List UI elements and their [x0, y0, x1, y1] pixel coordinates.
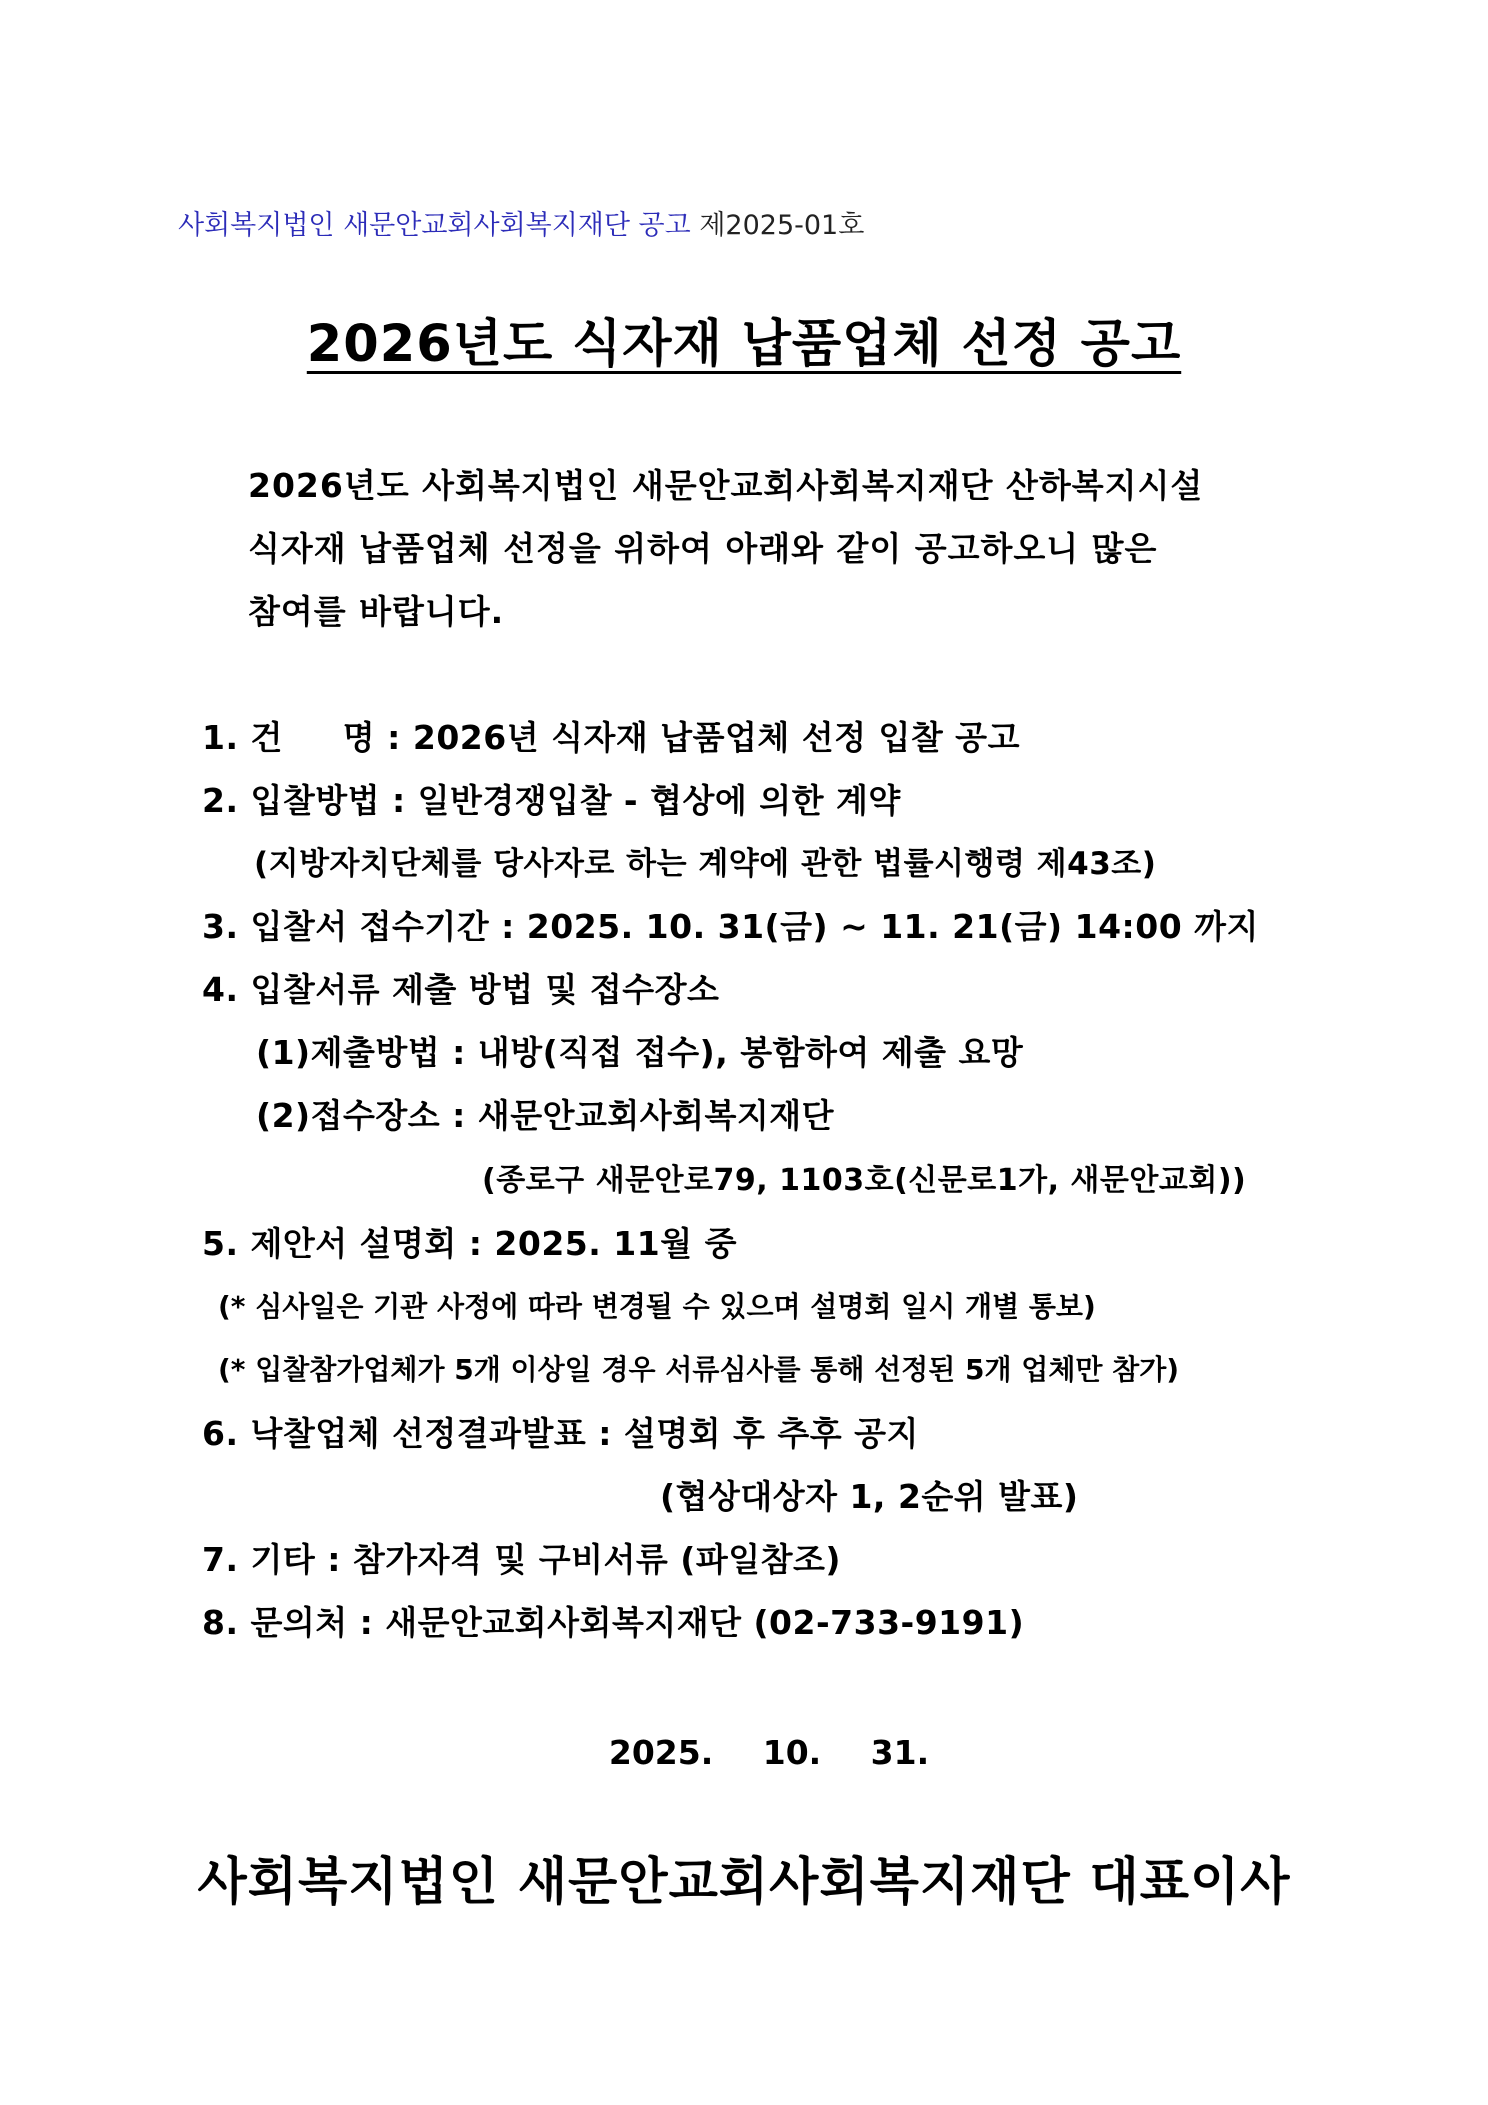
- signature: 사회복지법인 새문안교회사회복지재단 대표이사: [197, 1853, 1291, 1912]
- notice-org: 사회복지법인 새문안교회사회복지재단 공고: [178, 210, 691, 241]
- item-2: 2. 입찰방법 : 일반경쟁입찰 - 협상에 의한 계약: [202, 781, 901, 820]
- item-4: 4. 입찰서류 제출 방법 및 접수장소: [202, 970, 720, 1009]
- notice-header: [178, 203, 864, 242]
- item-2-sub: (지방자치단체를 당사자로 하는 계약에 관한 법률시행령 제43조): [254, 846, 1157, 882]
- notice-number: 제2025-01호: [699, 210, 865, 241]
- item-5: 5. 제안서 설명회 : 2025. 11월 중: [202, 1224, 737, 1263]
- intro-line-3: 참여를 바랍니다.: [248, 592, 505, 631]
- item-4-sub-2: (2)접수장소 : 새문안교회사회복지재단: [256, 1096, 834, 1135]
- item-4-sub-1: (1)제출방법 : 내방(직접 접수), 봉함하여 제출 요망: [256, 1033, 1024, 1072]
- item-5-note-1: (* 심사일은 기관 사정에 따라 변경될 수 있으며 설명회 일시 개별 통보): [218, 1290, 1096, 1323]
- item-1: 1. 건 명 : 2026년 식자재 납품업체 선정 입찰 공고: [202, 718, 1020, 757]
- item-4-sub-3: (종로구 새문안로79, 1103호(신문로1가, 새문안교회)): [482, 1163, 1247, 1198]
- item-3: 3. 입찰서 접수기간 : 2025. 10. 31(금) ~ 11. 21(금) 14:00 까지: [202, 907, 1259, 946]
- item-6-sub: (협상대상자 1, 2순위 발표): [660, 1477, 1079, 1516]
- item-6: 6. 낙찰업체 선정결과발표 : 설명회 후 추후 공지: [202, 1414, 919, 1453]
- item-5-note-2: (* 입찰참가업체가 5개 이상일 경우 서류심사를 통해 선정된 5개 업체만 참가): [218, 1353, 1180, 1386]
- page-title: [0, 302, 1488, 376]
- item-8: 8. 문의처 : 새문안교회사회복지재단 (02-733-9191): [202, 1603, 1025, 1642]
- intro-line-2: 식자재 납품업체 선정을 위하여 아래와 같이 공고하오니 많은: [248, 529, 1158, 568]
- notice-date: 2025. 10. 31.: [608, 1733, 930, 1772]
- item-7: 7. 기타 : 참가자격 및 구비서류 (파일참조): [202, 1540, 841, 1579]
- page-title-text: 2026년도 식자재 납품업체 선정 공고: [306, 315, 1182, 374]
- intro-line-1: 2026년도 사회복지법인 새문안교회사회복지재단 산하복지시설: [248, 466, 1204, 505]
